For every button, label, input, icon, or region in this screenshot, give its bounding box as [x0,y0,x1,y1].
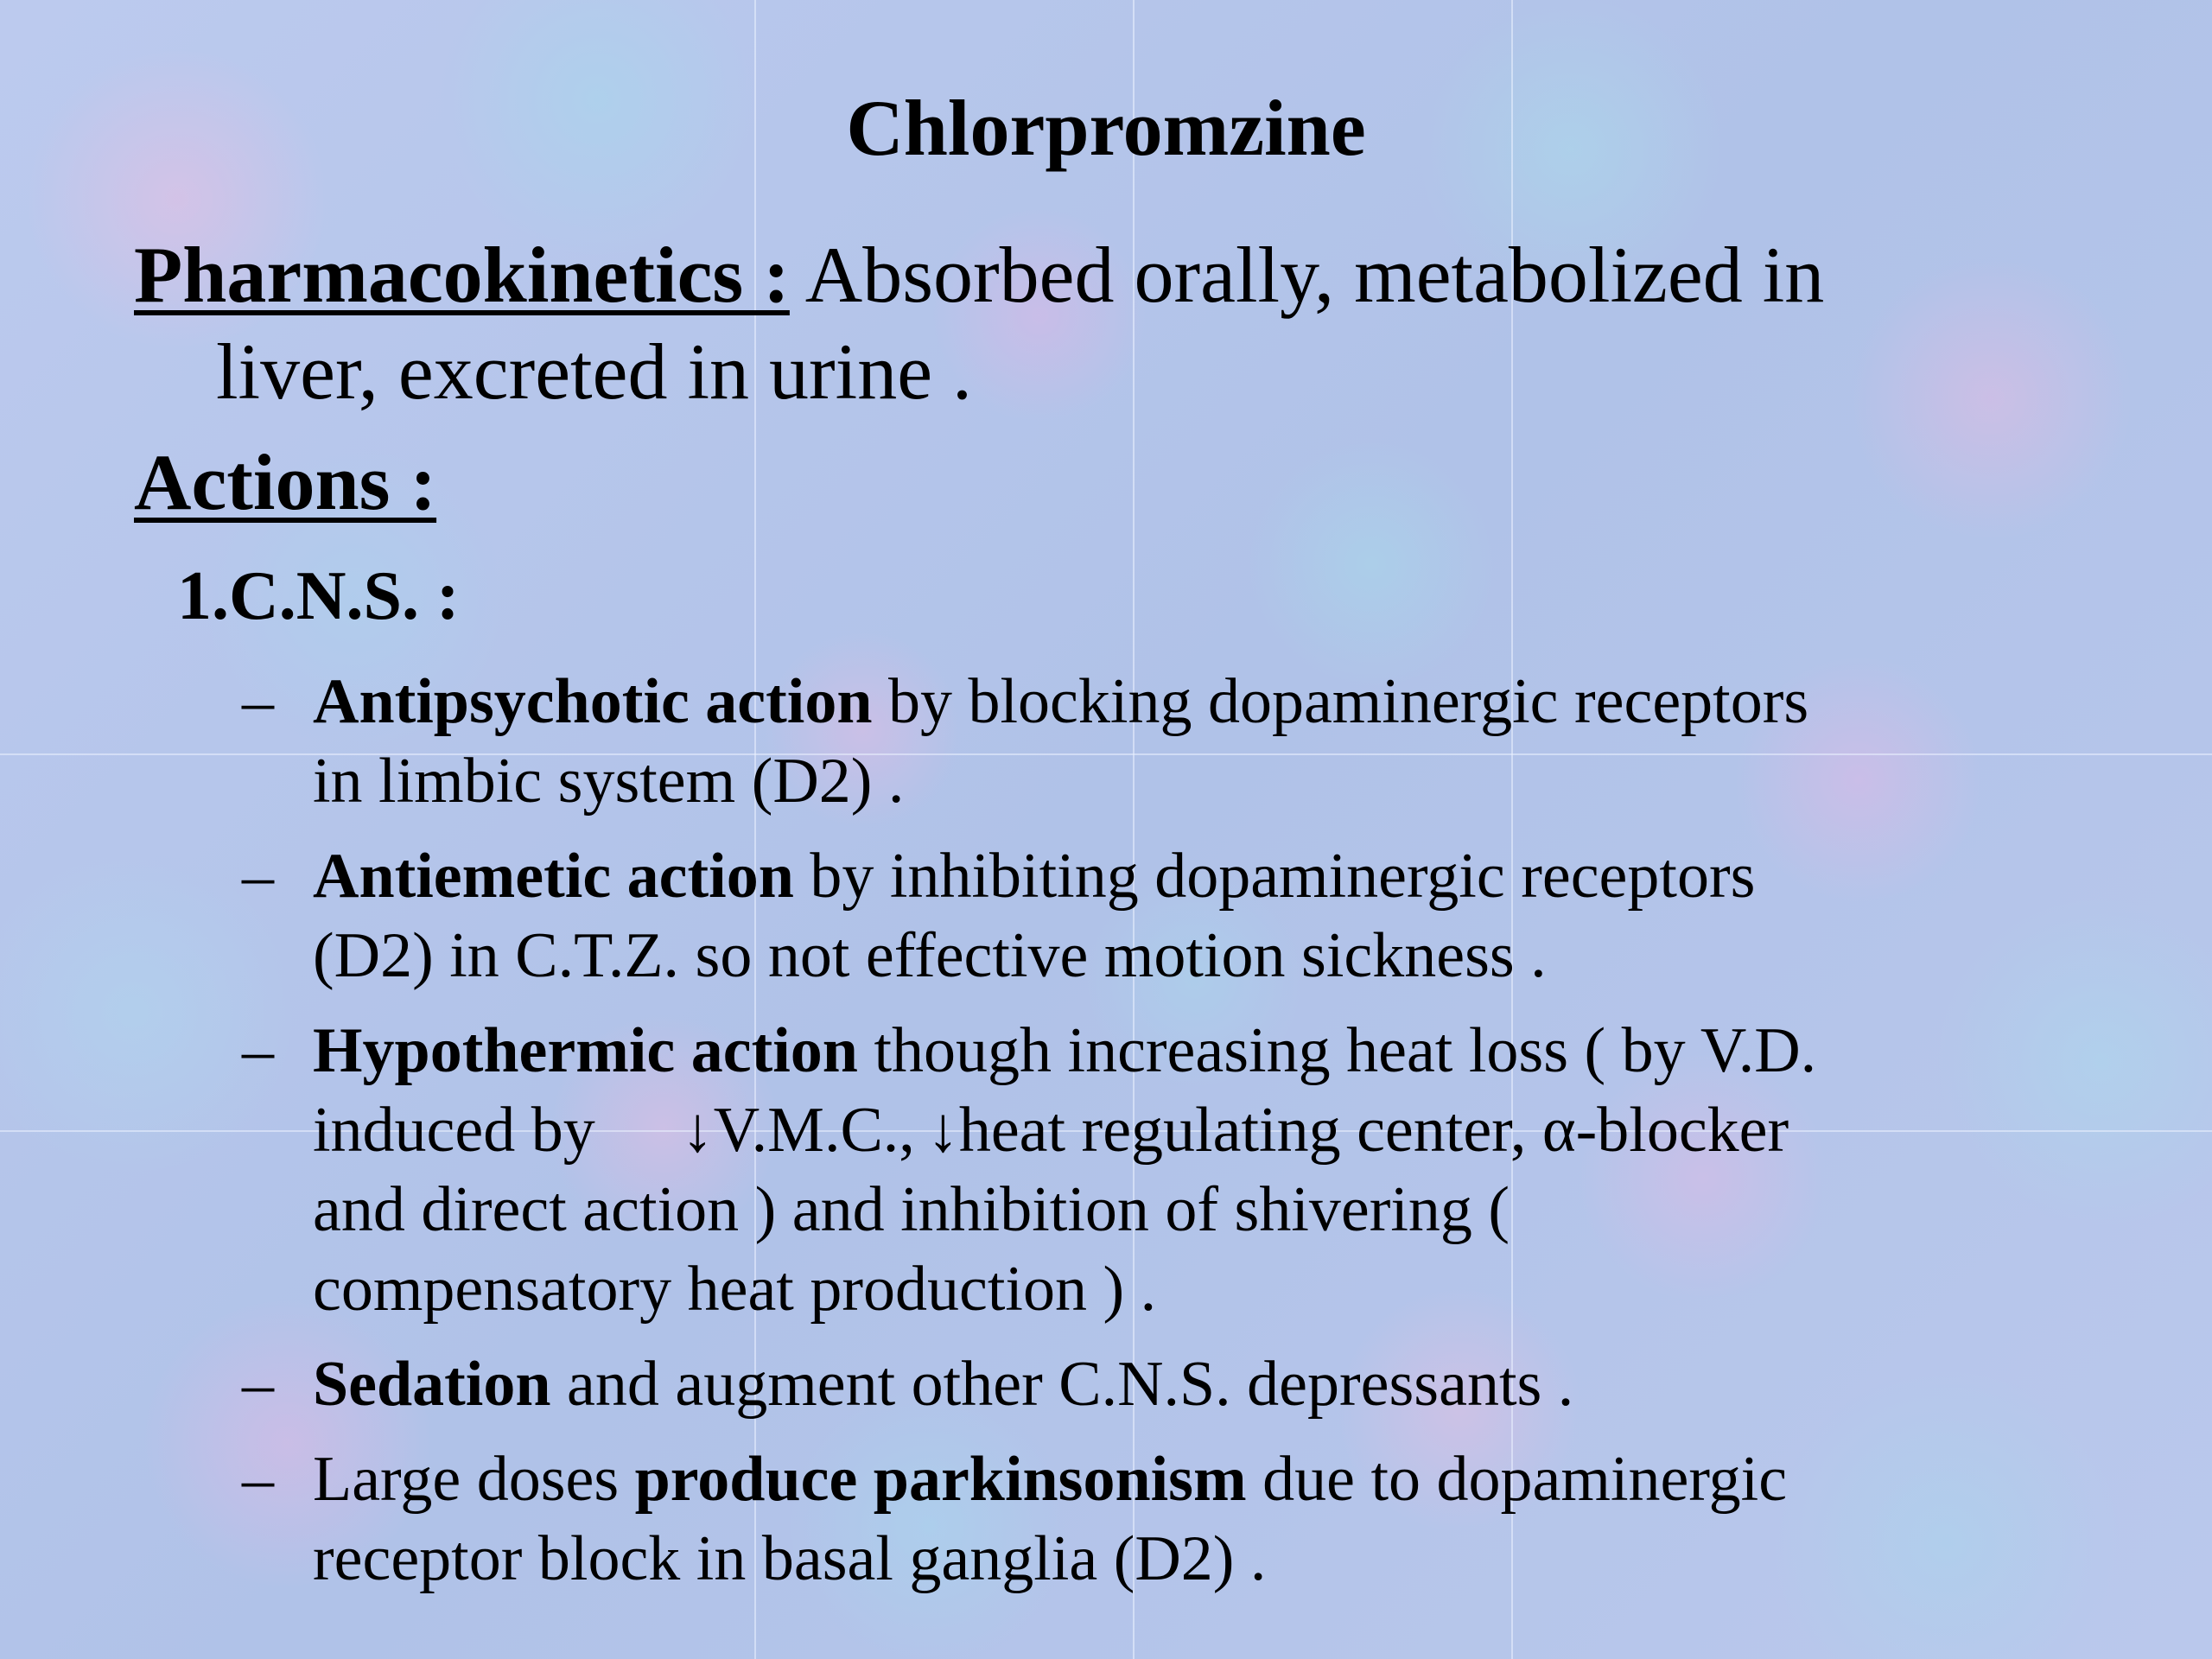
bullet-sedation [242,1344,2195,1424]
bullet-dash: – [242,841,274,912]
bullet-text: Large doses [313,1444,635,1515]
actions-heading: Actions : [134,438,437,526]
pharmacokinetics-text: Absorbed orally, metabolized in [789,231,1825,319]
bullet-dash: – [242,1015,274,1086]
cns-heading: 1.C.N.S. : [177,558,460,634]
cns-bullet-list [242,662,2195,1614]
bullet-antipsychotic [242,662,2195,821]
bullet-line: in limbic system (D2) . [313,746,905,817]
bullet-parkinsonism [242,1440,2195,1599]
pharmacokinetics-line-1 [134,226,2121,323]
bullet-line [313,1090,2195,1170]
bullet-line: (D2) in C.T.Z. so not effective motion sickness . [313,920,1547,991]
bullet-dash: – [242,666,274,737]
bullet-antiemetic [242,836,2195,995]
bullet-line [313,836,2195,916]
bullet-line: compensatory heat production ) . [313,1254,1157,1325]
bullet-line [313,662,2195,741]
bullet-hypothermic [242,1011,2195,1329]
bullet-text: induced by [313,1095,595,1166]
bullet-dash: – [242,1349,274,1420]
bullet-term: Hypothermic action [313,1015,858,1086]
bullet-term: Antipsychotic action [313,666,873,737]
bullet-dash: – [242,1444,274,1515]
bullet-text: due to dopaminergic [1246,1444,1788,1515]
bullet-text: by inhibiting dopaminergic receptors [793,841,1756,912]
slide-title: Chlorpromzine [846,84,1366,172]
bullet-term: Antiemetic action [313,841,794,912]
bullet-text: ↓V.M.C., [681,1095,915,1166]
bullet-line: receptor block in basal ganglia (D2) . [313,1523,1267,1594]
bullet-text: by blocking dopaminergic receptors [872,666,1809,737]
bullet-term: produce parkinsonism [634,1444,1247,1515]
bullet-line: and direct action ) and inhibition of shivering ( [313,1174,1510,1245]
bullet-line [313,1344,2195,1424]
bullet-line [313,1011,2195,1090]
bullet-text: ↓heat regulating center, α-blocker [926,1095,1789,1166]
bullet-line [313,1440,2195,1519]
bullet-term: Sedation [313,1349,551,1420]
pharmacokinetics-line-2: liver, excreted in urine . [216,327,973,416]
pharmacokinetics-section [134,226,2121,420]
bullet-text: though increasing heat loss ( by V.D. [857,1015,1817,1086]
bullet-text: and augment other C.N.S. depressants . [550,1349,1574,1420]
pharmacokinetics-label: Pharmacokinetics : [134,231,790,319]
